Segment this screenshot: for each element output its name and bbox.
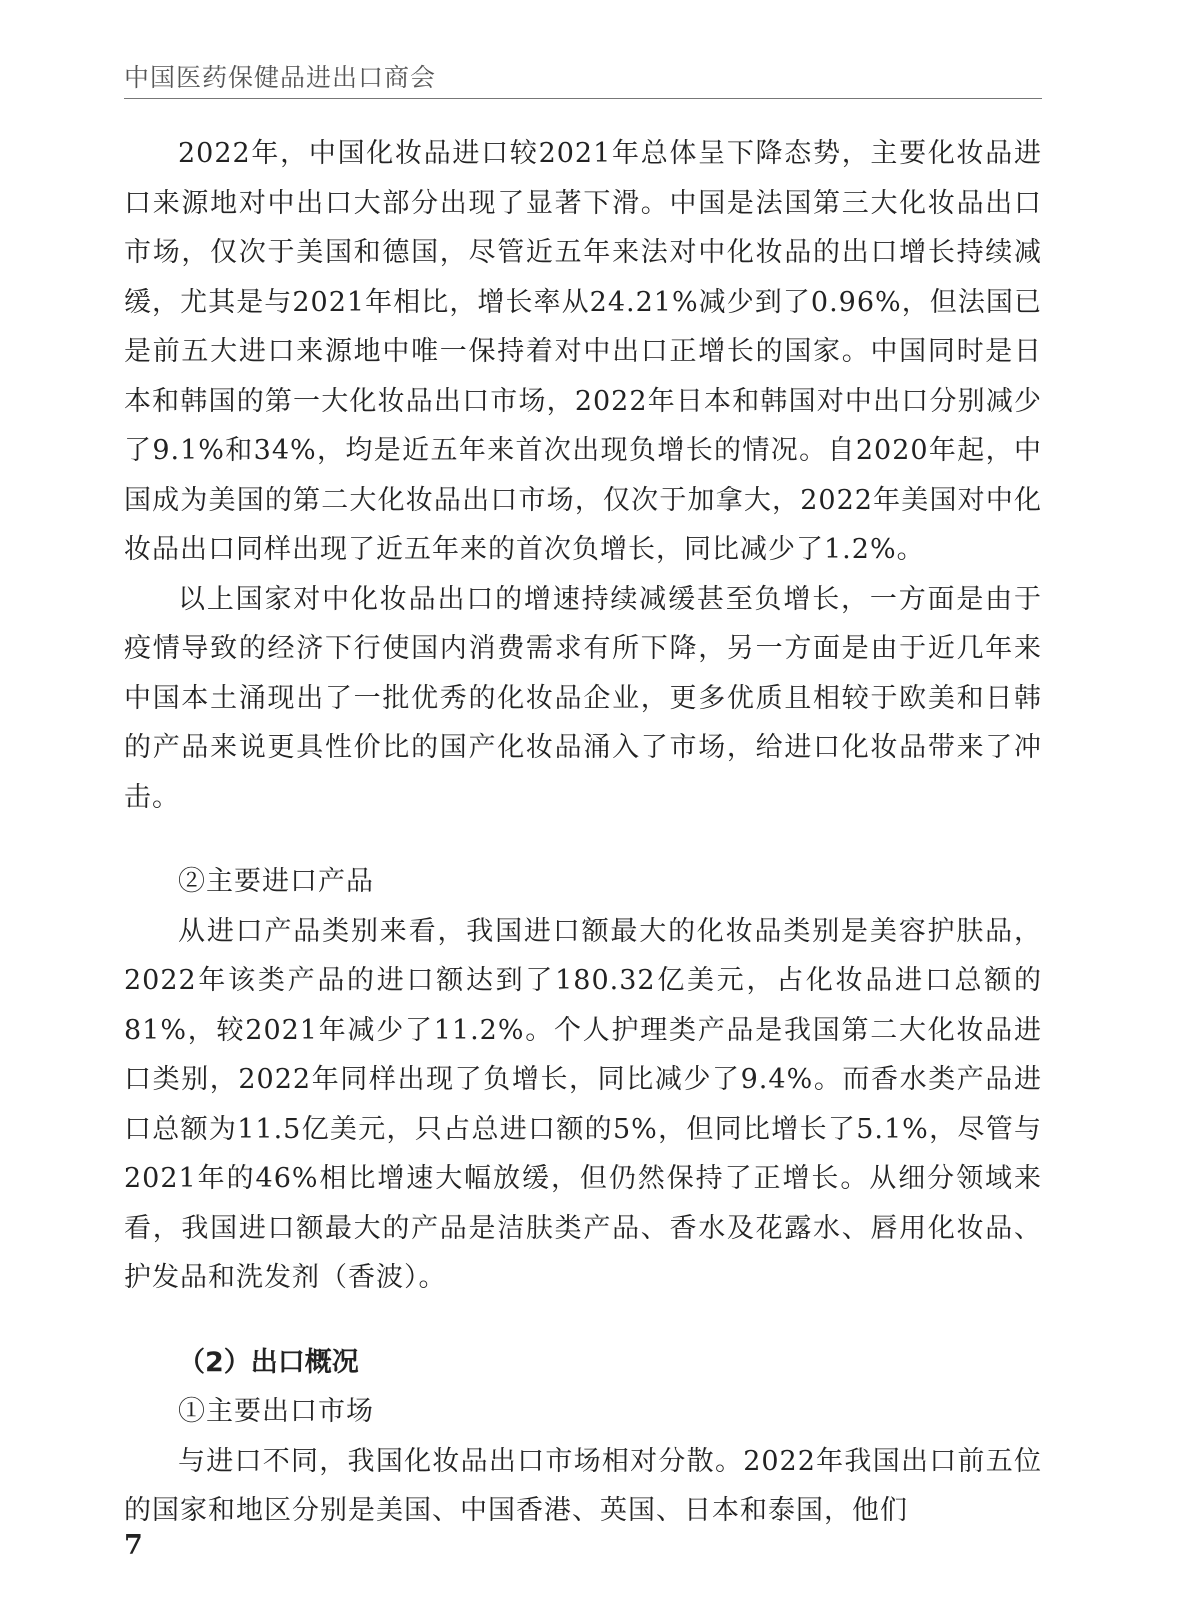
document-body xyxy=(124,129,1042,1536)
paragraph-import-decline-reasons: 以上国家对中化妆品出口的增速持续减缓甚至负增长，一方面是由于疫情导致的经济下行使国内消费需求有所下降，另一方面是由于近几年来中国本土涌现出了一批优秀的化妆品企业，更多优质且相较于欧美和日韩的产品来说更具性价比的国产化妆品涌入了市场，给进口化妆品带来了冲击。 xyxy=(124,583,1042,813)
paragraph-spacer xyxy=(124,822,1042,857)
running-header: 中国医药保健品进出口商会 xyxy=(124,63,437,92)
paragraph-export-markets: 与进口不同，我国化妆品出口市场相对分散。2022年我国出口前五位的国家和地区分别是美国、中国香港、英国、日本和泰国，他们 xyxy=(124,1445,1042,1526)
header-divider xyxy=(124,98,1042,99)
subheading-import-products: ②主要进口产品 xyxy=(178,866,374,897)
paragraph-spacer xyxy=(124,1303,1042,1338)
page-number: 7 xyxy=(124,1530,143,1561)
paragraph-import-sources: 2022年，中国化妆品进口较2021年总体呈下降态势，主要化妆品进口来源地对中出口大部分出现了显著下滑。中国是法国第三大化妆品出口市场，仅次于美国和德国，尽管近五年来法对中化妆品的出口增长持续减缓，尤其是与2021年相比，增长率从24.21%减少到了0.96%，但法国已是前五大进口来源地中唯一保持着对中出口正增长的国家。中国同时是日本和韩国的第一大化妆品出口市场，2022年日本和韩国对中出口分别减少了9.1%和34%，均是近五年来首次出现负增长的情况。自2020年起，中国成为美国的第二大化妆品出口市场，仅次于加拿大，2022年美国对中化妆品出口同样出现了近五年来的首次负增长，同比减少了1.2%。 xyxy=(124,138,1042,565)
subheading-export-markets: ①主要出口市场 xyxy=(178,1396,374,1427)
paragraph-import-products: 从进口产品类别来看，我国进口额最大的化妆品类别是美容护肤品，2022年该类产品的进口额达到了180.32亿美元，占化妆品进口总额的81%，较2021年减少了11.2%。个人护理类产品是我国第二大化妆品进口类别，2022年同样出现了负增长，同比减少了9.4%。而香水类产品进口总额为11.5亿美元，只占总进口额的5%，但同比增长了5.1%，尽管与2021年的46%相比增速大幅放缓，但仍然保持了正增长。从细分领域来看，我国进口额最大的产品是洁肤类产品、香水及花露水、唇用化妆品、护发品和洗发剂（香波）。 xyxy=(124,915,1042,1293)
section-heading-export-overview: （2）出口概况 xyxy=(178,1346,359,1378)
